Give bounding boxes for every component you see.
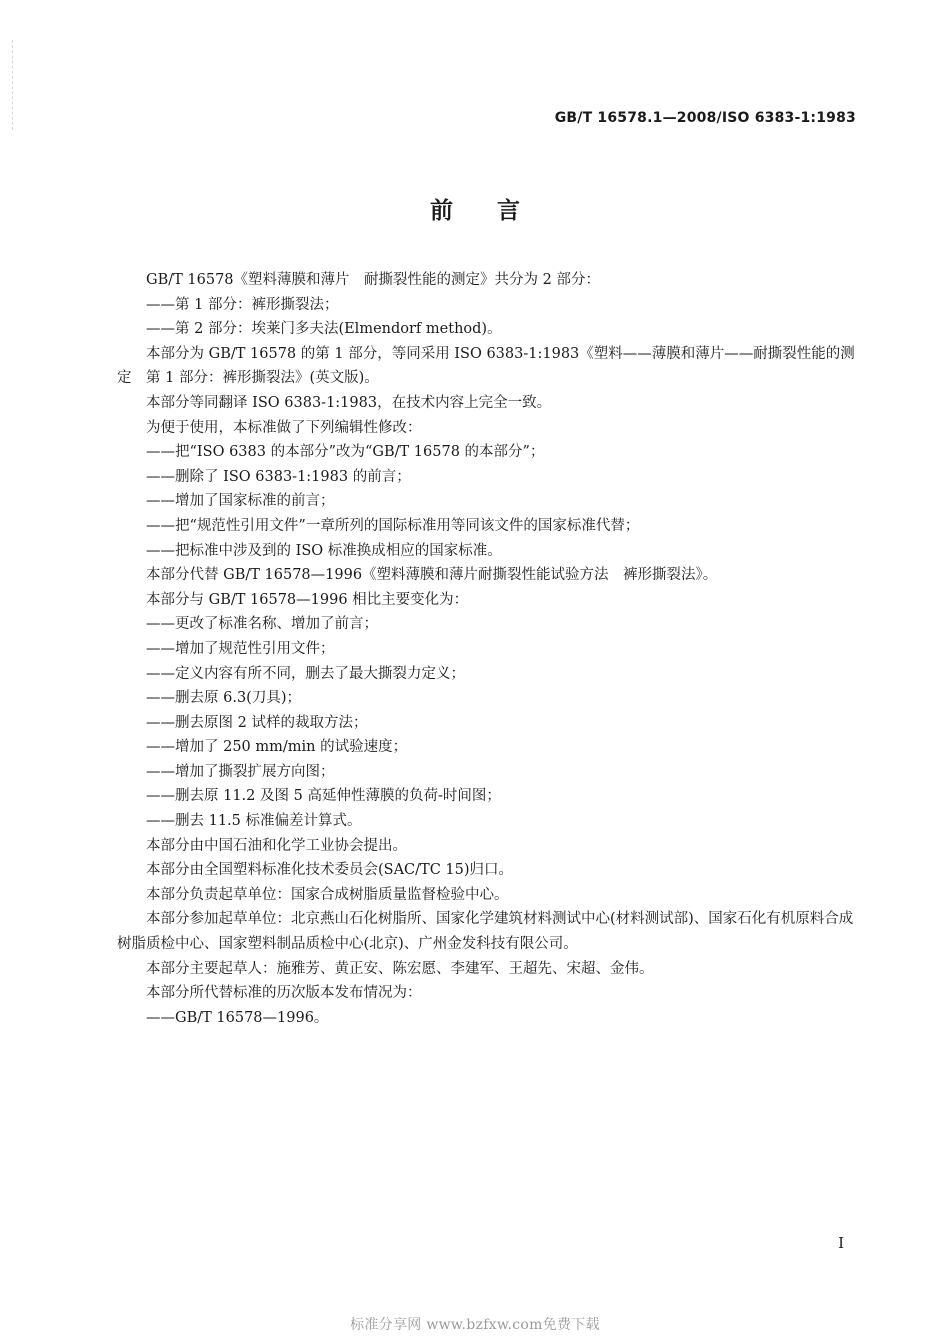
page-number: I xyxy=(838,1234,844,1252)
list-item: ——定义内容有所不同，删去了最大撕裂力定义； xyxy=(146,665,465,682)
scan-margin-mark xyxy=(12,40,14,130)
list-item: ——把“ISO 6383 的本部分”改为“GB/T 16578 的本部分”； xyxy=(146,444,545,461)
standard-code-header: GB/T 16578.1—2008/ISO 6383-1:1983 xyxy=(554,110,856,126)
paragraph: 本部分主要起草人：施雅芳、黄正安、陈宏愿、李建军、王超先、宋超、金伟。 xyxy=(146,960,654,977)
list-item: ——增加了撕裂扩展方向图； xyxy=(146,763,335,780)
list-item: ——删去原 6.3(刀具)； xyxy=(146,690,301,707)
list-item: ——删去原图 2 试样的裁取方法； xyxy=(146,714,368,731)
paragraph: 本部分由全国塑料标准化技术委员会(SAC/TC 15)归口。 xyxy=(146,862,514,879)
list-item: ——删除了 ISO 6383-1:1983 的前言； xyxy=(146,468,411,485)
list-item: ——把标准中涉及到的 ISO 标准换成相应的国家标准。 xyxy=(146,542,502,559)
list-item: ——增加了 250 mm/min 的试验速度； xyxy=(146,739,408,756)
paragraph: 本部分为 GB/T 16578 的第 1 部分，等同采用 ISO 6383-1:1983《塑料——薄膜和薄片——耐撕裂性能的测定 第 1 部分：裤形撕裂法》(英文版)。 xyxy=(117,345,855,387)
foreword-body xyxy=(117,268,857,1030)
title-char-1: 前 xyxy=(430,198,453,224)
list-item: ——更改了标准名称、增加了前言； xyxy=(146,616,378,633)
paragraph: 本部分等同翻译 ISO 6383-1:1983，在技术内容上完全一致。 xyxy=(146,394,552,411)
paragraph: 本部分与 GB/T 16578—1996 相比主要变化为： xyxy=(146,591,469,608)
page-title xyxy=(0,192,950,225)
list-item: ——第 2 部分：埃莱门多夫法(Elmendorf method)。 xyxy=(146,321,502,338)
title-char-2: 言 xyxy=(497,198,520,224)
paragraph: 为便于使用，本标准做了下列编辑性修改： xyxy=(146,419,422,436)
list-item: ——删去 11.5 标准偏差计算式。 xyxy=(146,813,362,830)
watermark-footer: 标准分享网 www.bzfxw.com免费下载 xyxy=(350,1317,600,1333)
paragraph: 本部分由中国石油和化学工业协会提出。 xyxy=(146,837,407,854)
list-item: ——删去原 11.2 及图 5 高延伸性薄膜的负荷-时间图； xyxy=(146,788,501,805)
list-item: ——把“规范性引用文件”一章所列的国际标准用等同该文件的国家标准代替； xyxy=(146,517,640,534)
list-item: ——增加了国家标准的前言； xyxy=(146,493,335,510)
paragraph: GB/T 16578《塑料薄膜和薄片 耐撕裂性能的测定》共分为 2 部分： xyxy=(146,272,600,288)
paragraph: 本部分所代替标准的历次版本发布情况为： xyxy=(146,985,422,1002)
paragraph: 本部分参加起草单位：北京燕山石化树脂所、国家化学建筑材料测试中心(材料测试部)、国家石化有机原料合成树脂质检中心、国家塑料制品质检中心(北京)、广州金发科技有限公司。 xyxy=(117,911,854,953)
paragraph: 本部分代替 GB/T 16578—1996《塑料薄膜和薄片耐撕裂性能试验方法 裤形撕裂法》。 xyxy=(146,567,718,584)
paragraph: 本部分负责起草单位：国家合成树脂质量监督检验中心。 xyxy=(146,886,509,903)
list-item: ——GB/T 16578—1996。 xyxy=(146,1009,329,1026)
list-item: ——第 1 部分：裤形撕裂法； xyxy=(146,296,339,313)
list-item: ——增加了规范性引用文件； xyxy=(146,640,335,657)
